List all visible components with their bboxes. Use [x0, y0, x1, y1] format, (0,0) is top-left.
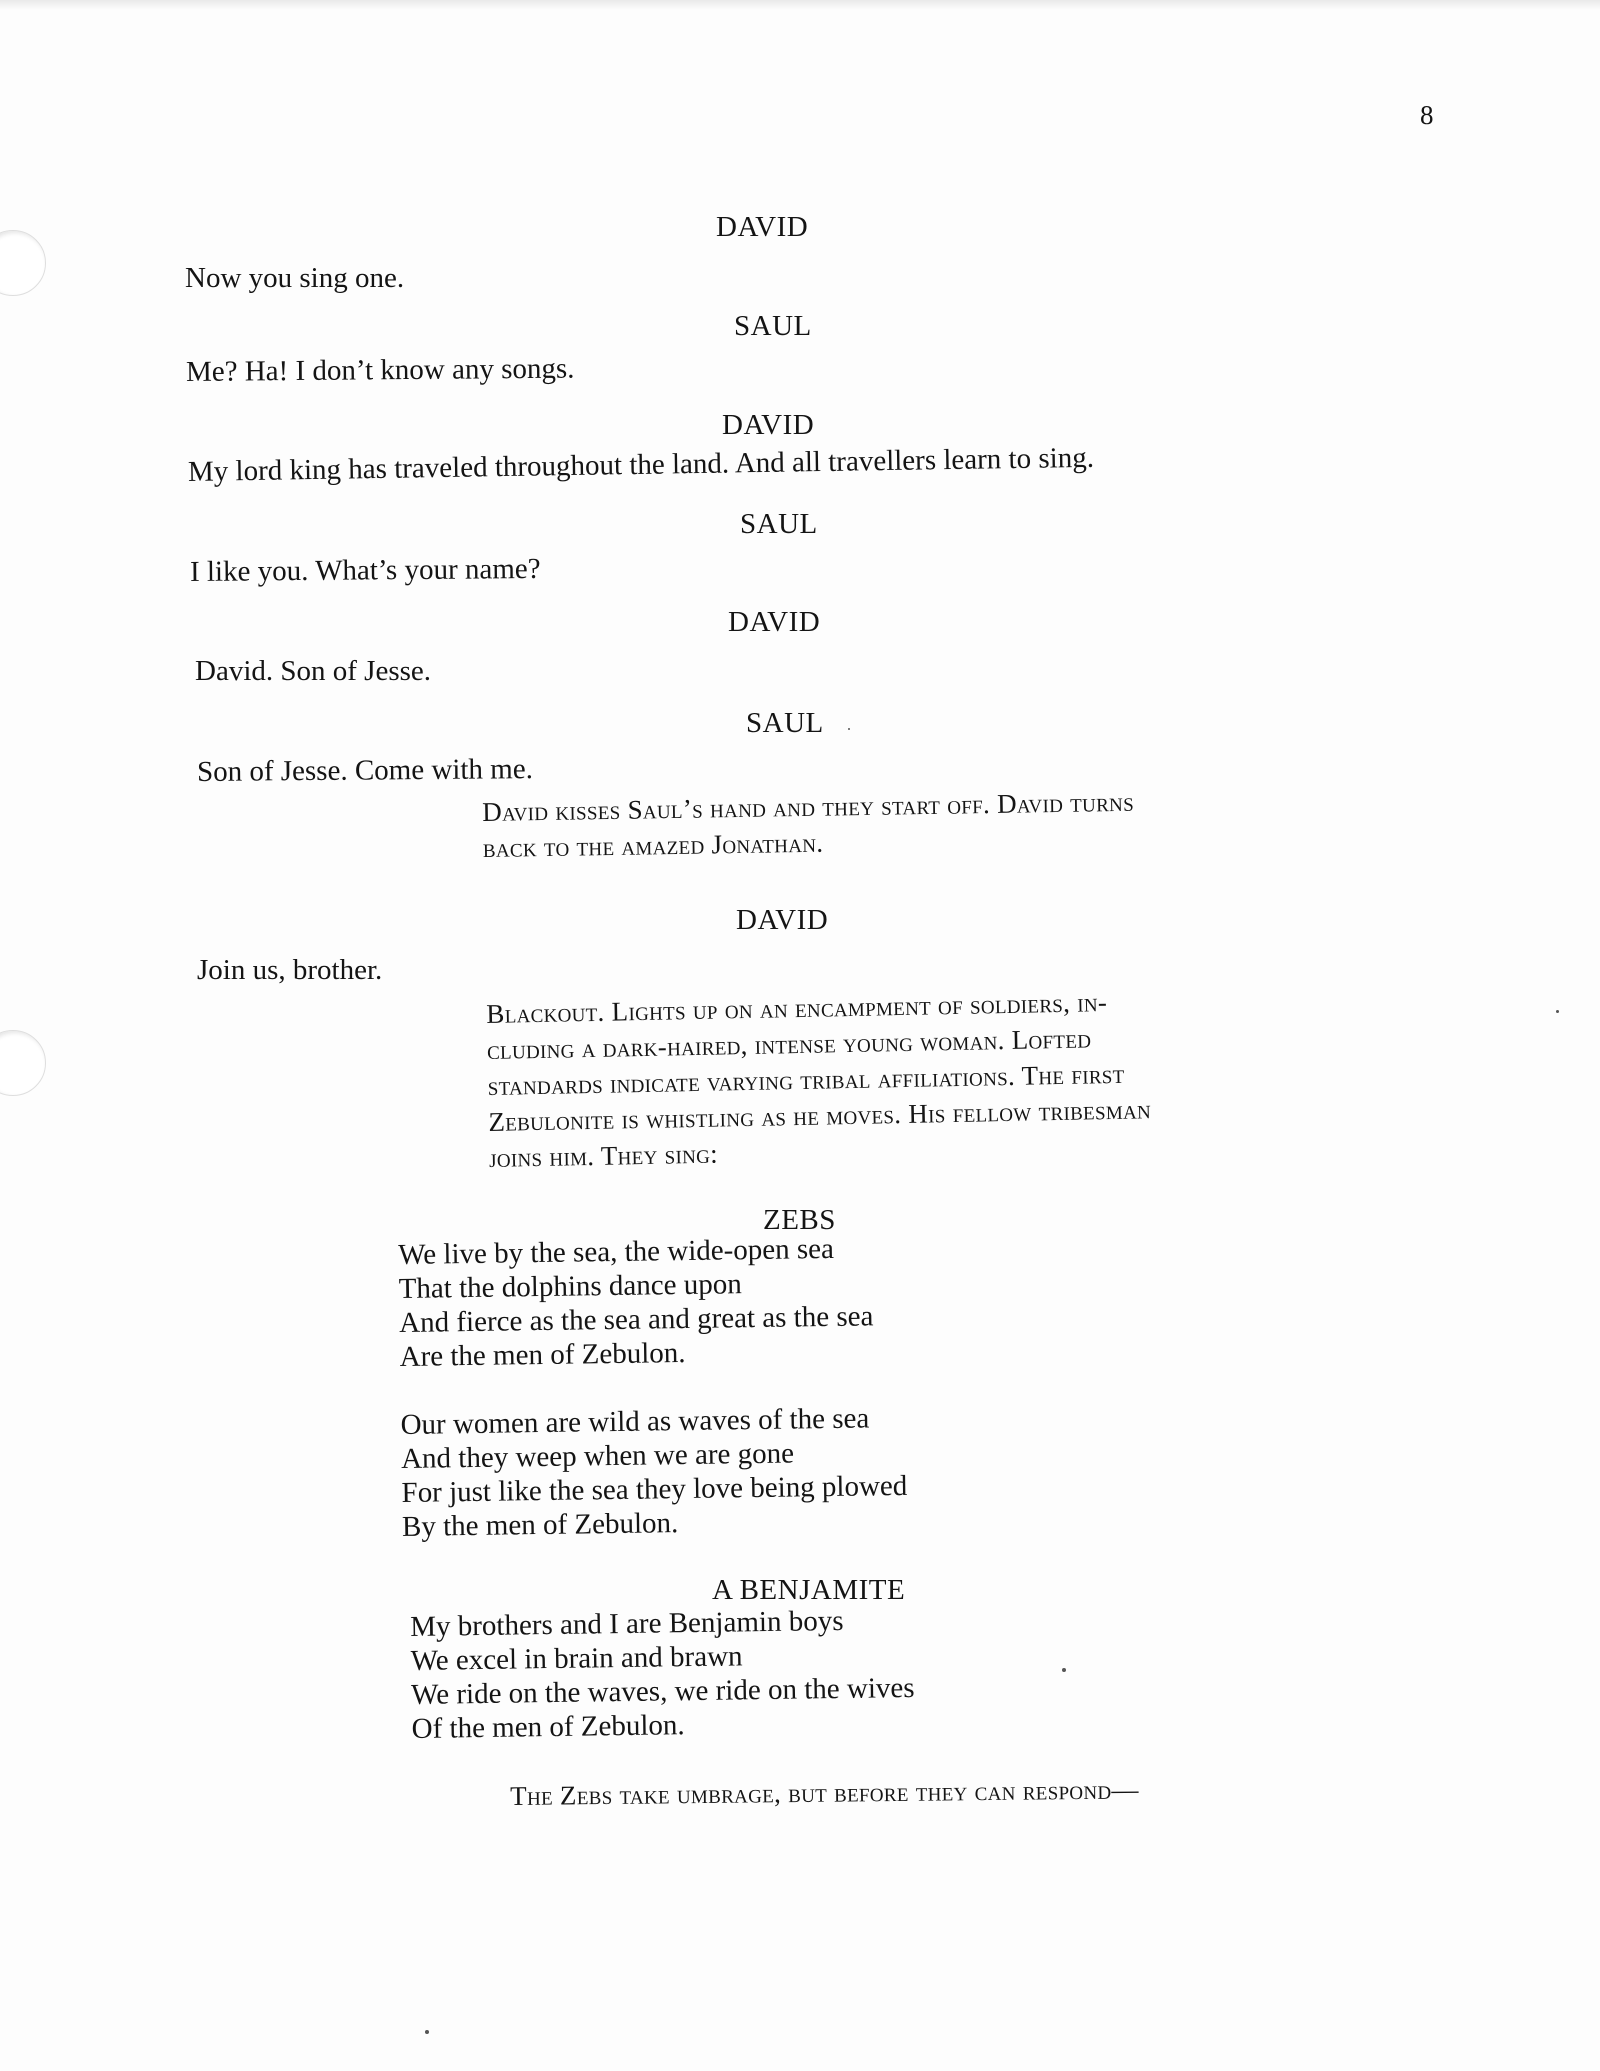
stage-direction — [482, 784, 1135, 866]
song-speaker: A BENJAMITE — [712, 1574, 906, 1606]
lyric-line: That the dolphins dance upon — [398, 1268, 742, 1305]
scan-fleck — [425, 2030, 429, 2034]
speaker-name: DAVID — [728, 606, 821, 638]
dialogue-line: Son of Jesse. Come with me. — [196, 753, 534, 788]
song-lyrics — [398, 1231, 908, 1578]
punch-hole-top — [0, 230, 46, 296]
lyric-stanza — [400, 1401, 908, 1544]
speaker-name: SAUL — [740, 508, 818, 540]
lyric-line: Are the men of Zebulon. — [399, 1336, 686, 1373]
lyric-line: We live by the sea, the wide-open sea — [398, 1232, 835, 1271]
scan-fleck — [1062, 1668, 1066, 1672]
speaker-name: DAVID — [716, 211, 809, 243]
stage-direction-line: joins him. They sing: — [488, 1138, 719, 1173]
scan-edge-shadow — [0, 0, 1600, 10]
lyric-line: By the men of Zebulon. — [401, 1507, 679, 1543]
speaker-name: DAVID — [736, 904, 829, 936]
stage-direction-line: Zebulonite is whistling as he moves. His fellow tribesman — [488, 1094, 1152, 1137]
lyric-line: Of the men of Zebulon. — [411, 1709, 685, 1745]
stage-direction-line: back to the amazed Jonathan. — [482, 827, 824, 863]
lyric-line: We excel in brain and brawn — [410, 1640, 743, 1677]
stage-direction-line: Blackout. Lights up on an encampment of soldiers, in- — [486, 987, 1108, 1029]
stage-direction-line: The Zebs take umbrage, but before they can respond— — [510, 1774, 1139, 1811]
speaker-name: DAVID — [722, 409, 815, 441]
page-number: 8 — [1420, 100, 1434, 130]
dialogue-line: My lord king has traveled throughout the land. And all travellers learn to sing. — [187, 441, 1095, 488]
lyric-line: And fierce as the sea and great as the sea — [398, 1300, 874, 1339]
dialogue-line: Join us, brother. — [197, 954, 383, 986]
lyric-line: And they weep when we are gone — [400, 1437, 795, 1475]
lyric-stanza — [410, 1603, 915, 1746]
stage-direction — [510, 1771, 1139, 1814]
scan-fleck — [1556, 1010, 1559, 1013]
speaker-name: SAUL — [734, 310, 812, 342]
scan-fleck — [848, 728, 850, 730]
lyric-line: We ride on the waves, we ride on the wives — [410, 1671, 915, 1711]
dialogue-line: David. Son of Jesse. — [195, 655, 432, 687]
stage-direction-line: David kisses Saul’s hand and they start off. David turns — [482, 786, 1135, 827]
stage-direction — [486, 983, 1152, 1176]
lyric-line: My brothers and I are Benjamin boys — [410, 1604, 844, 1643]
punch-hole-middle — [0, 1030, 46, 1096]
lyric-stanza — [398, 1231, 906, 1374]
stage-direction-line: standards indicate varying tribal affiliations. The first — [487, 1058, 1125, 1101]
speaker-name: SAUL — [746, 707, 824, 739]
lyric-line: Our women are wild as waves of the sea — [400, 1402, 870, 1441]
dialogue-line: Me? Ha! I don’t know any songs. — [185, 352, 575, 388]
song-lyrics — [410, 1603, 916, 1780]
lyric-line: For just like the sea they love being plowed — [401, 1469, 908, 1509]
dialogue-line: I like you. What’s your name? — [189, 552, 541, 588]
song-speaker: ZEBS — [763, 1204, 836, 1236]
stage-direction-line: cluding a dark-haired, intense young woman. Lofted — [486, 1023, 1092, 1065]
dialogue-line: Now you sing one. — [185, 262, 405, 294]
